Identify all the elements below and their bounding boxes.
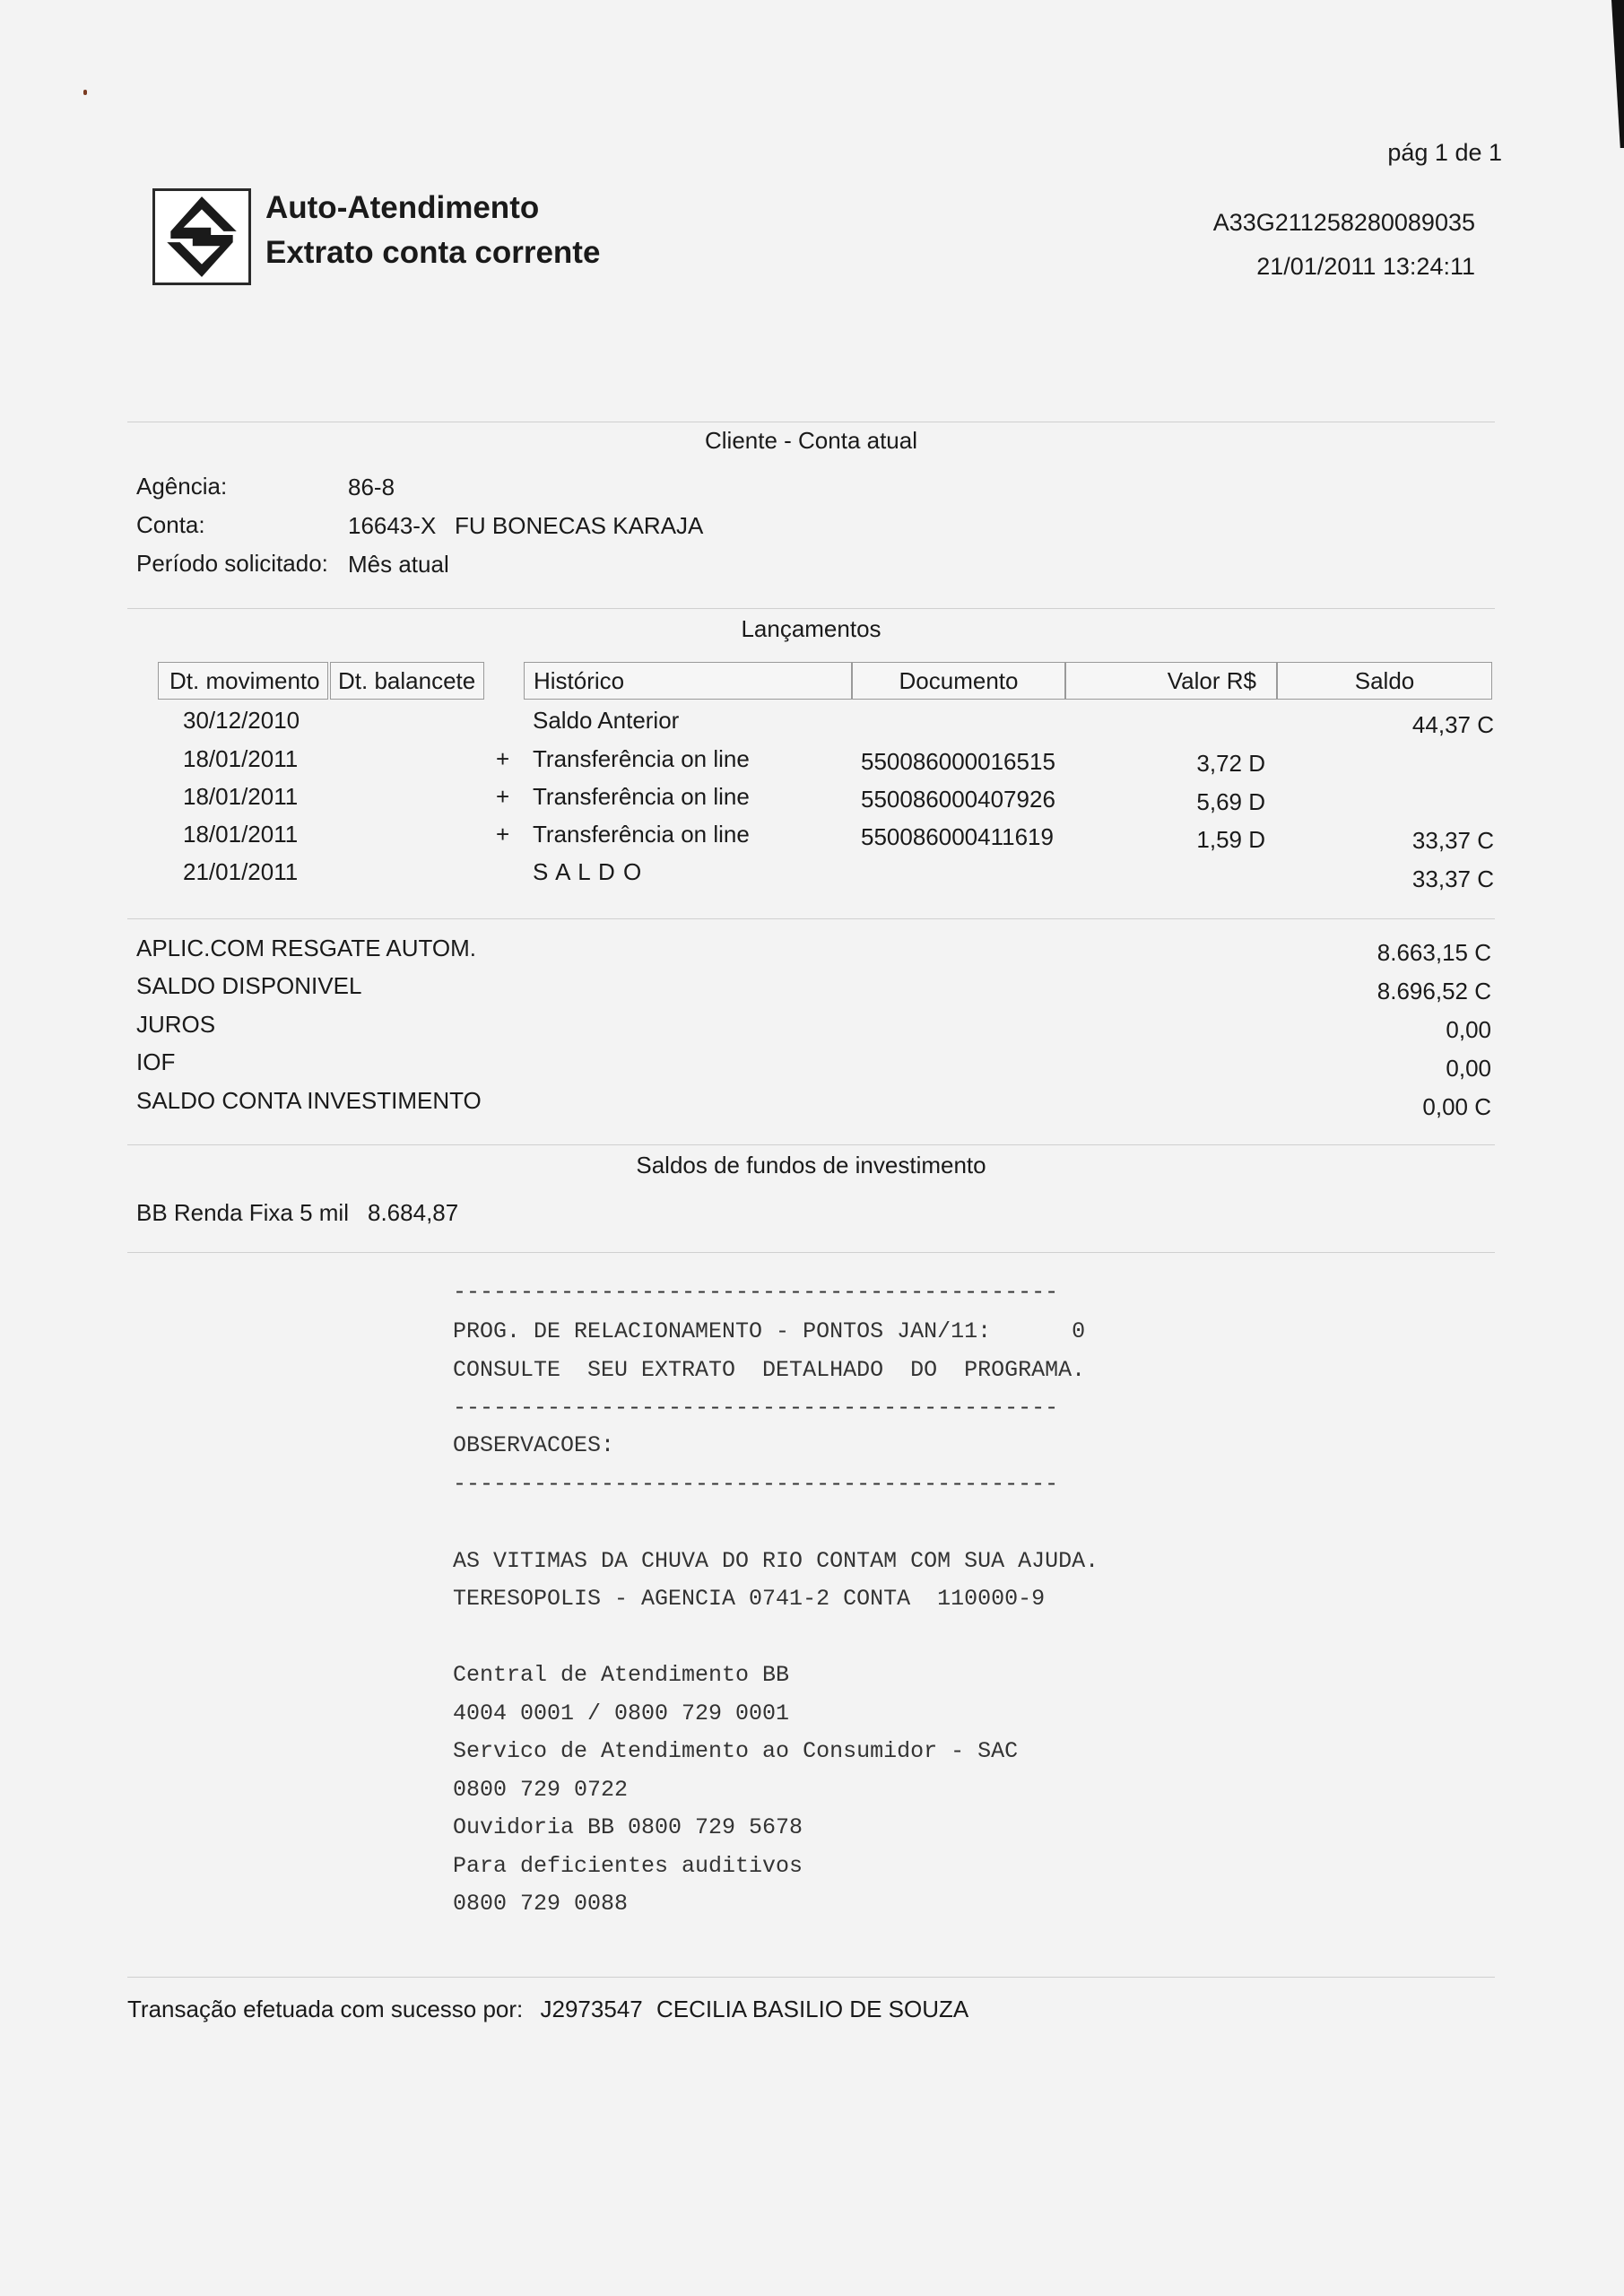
conta-value: 16643-X — [348, 512, 437, 539]
summary-value: 0,00 C — [1422, 1093, 1491, 1120]
row-documento: 550086000407926 — [861, 786, 1055, 813]
row-sign: + — [496, 821, 510, 848]
row-historico: Transferência on line — [533, 745, 750, 772]
summary-label: SALDO DISPONIVEL — [136, 972, 362, 999]
summary-value: 8.663,15 C — [1376, 939, 1491, 966]
bank-logo — [152, 188, 251, 285]
divider — [127, 1144, 1495, 1145]
row-historico: Saldo Anterior — [533, 707, 680, 734]
contact-line: Ouvidoria BB 0800 729 5678 — [453, 1814, 803, 1840]
row-saldo: 44,37 C — [1411, 711, 1494, 738]
row-saldo: 33,37 C — [1411, 827, 1494, 854]
agencia-label: Agência: — [136, 473, 228, 500]
summary-label: SALDO CONTA INVESTIMENTO — [136, 1087, 482, 1114]
row-documento: 550086000016515 — [861, 748, 1055, 775]
account-holder: FU BONECAS KARAJA — [455, 512, 704, 539]
page-title: Auto-Atendimento — [265, 190, 540, 225]
conta-label: Conta: — [136, 511, 205, 538]
dash-separator: --------------------------------------------- — [453, 1395, 1059, 1421]
row-historico: Transferência on line — [533, 821, 750, 848]
row-valor: 3,72 D — [1196, 750, 1265, 777]
contact-line: Central de Atendimento BB — [453, 1662, 790, 1688]
divider — [127, 1252, 1495, 1253]
dash-separator: --------------------------------------------- — [453, 1279, 1059, 1305]
footer-label: Transação efetuada com sucesso por: — [127, 1996, 524, 2022]
fund-value: 8.684,87 — [368, 1199, 459, 1226]
row-dt-movimento: 30/12/2010 — [183, 707, 300, 734]
divider — [127, 608, 1495, 609]
operator-id: J2973547 — [540, 1996, 643, 2022]
message-line: PROG. DE RELACIONAMENTO - PONTOS JAN/11: 0 — [453, 1318, 1086, 1344]
contact-line: Para deficientes auditivos — [453, 1853, 803, 1879]
summary-value: 0,00 — [1446, 1016, 1491, 1043]
contact-line: 0800 729 0722 — [453, 1777, 629, 1803]
transaction-footer — [127, 1996, 968, 2023]
column-header-dt-balancete: Dt. balancete — [330, 662, 484, 700]
agencia-value: 86-8 — [348, 474, 395, 500]
observations-label: OBSERVACOES: — [453, 1432, 615, 1458]
scan-speck — [83, 90, 87, 95]
column-header-documento: Documento — [852, 662, 1065, 700]
message-line: AS VITIMAS DA CHUVA DO RIO CONTAM COM SUA AJUDA. — [453, 1548, 1099, 1574]
row-sign: + — [496, 783, 510, 810]
document-id: A33G211258280089035 — [1212, 209, 1475, 236]
row-dt-movimento: 18/01/2011 — [183, 821, 299, 848]
contact-line: Servico de Atendimento ao Consumidor - SAC — [453, 1738, 1019, 1764]
operator-name: CECILIA BASILIO DE SOUZA — [656, 1996, 969, 2022]
transactions-section-title: Lançamentos — [741, 615, 881, 642]
client-section-title: Cliente - Conta atual — [704, 427, 918, 454]
column-header-historico: Histórico — [524, 662, 852, 700]
row-sign: + — [496, 745, 510, 772]
document-timestamp: 21/01/2011 13:24:11 — [1256, 253, 1475, 280]
periodo-label: Período solicitado: — [136, 550, 328, 577]
summary-value: 0,00 — [1446, 1055, 1491, 1082]
column-header-valor: Valor R$ — [1065, 662, 1277, 700]
message-line: CONSULTE SEU EXTRATO DETALHADO DO PROGRAMA. — [453, 1357, 1086, 1383]
summary-label: JUROS — [136, 1011, 216, 1038]
row-valor: 1,59 D — [1196, 826, 1265, 853]
scan-edge-mark — [1611, 0, 1624, 148]
row-documento: 550086000411619 — [861, 823, 1054, 850]
bank-logo-icon — [155, 191, 248, 283]
page-indicator: pág 1 de 1 — [1387, 139, 1502, 166]
row-dt-movimento: 18/01/2011 — [183, 783, 299, 810]
row-dt-movimento: 18/01/2011 — [183, 745, 299, 772]
divider — [127, 1977, 1495, 1978]
contact-line: 0800 729 0088 — [453, 1891, 629, 1917]
dash-separator: --------------------------------------------- — [453, 1471, 1059, 1497]
row-historico: Transferência on line — [533, 783, 750, 810]
divider — [127, 918, 1495, 919]
periodo-value: Mês atual — [348, 551, 449, 578]
summary-label: IOF — [136, 1048, 176, 1075]
column-header-saldo: Saldo — [1277, 662, 1492, 700]
message-line: TERESOPOLIS - AGENCIA 0741-2 CONTA 110000-9 — [453, 1586, 1046, 1612]
page-subtitle: Extrato conta corrente — [265, 235, 601, 270]
summary-label: APLIC.COM RESGATE AUTOM. — [136, 935, 476, 961]
row-dt-movimento: 21/01/2011 — [183, 858, 299, 885]
fund-name: BB Renda Fixa 5 mil — [136, 1199, 349, 1226]
row-saldo: 33,37 C — [1411, 865, 1494, 892]
funds-section-title: Saldos de fundos de investimento — [636, 1152, 986, 1178]
column-header-dt-movimento: Dt. movimento — [158, 662, 328, 700]
contact-line: 4004 0001 / 0800 729 0001 — [453, 1700, 790, 1726]
summary-value: 8.696,52 C — [1376, 978, 1491, 1004]
row-valor: 5,69 D — [1196, 788, 1265, 815]
row-historico: S A L D O — [533, 858, 643, 885]
